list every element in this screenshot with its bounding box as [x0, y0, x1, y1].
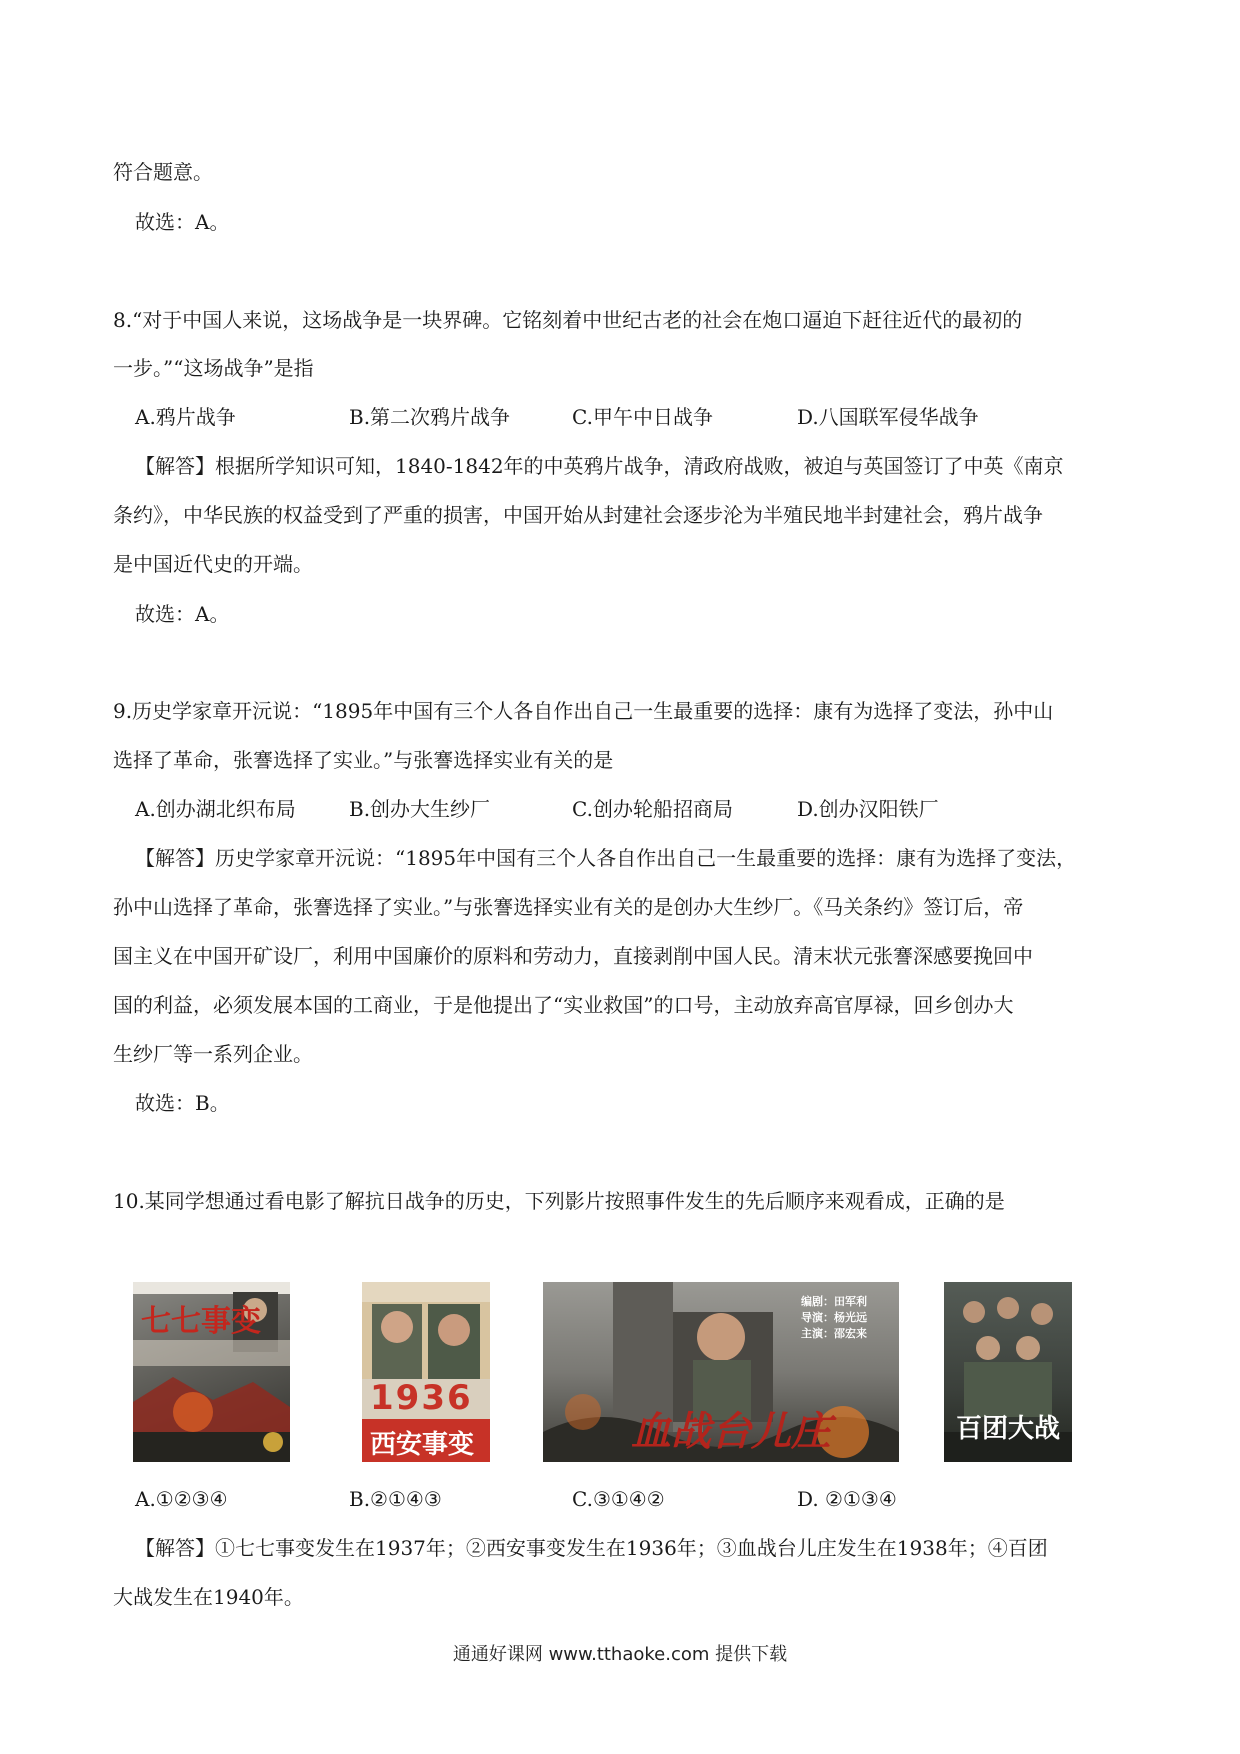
q9-option-d: D.创办汉阳铁厂: [797, 797, 939, 821]
q10-explanation-line-1: 【解答】①七七事变发生在1937年；②西安事变发生在1936年；③血战台儿庄发生在1938年；④百团: [135, 1536, 1048, 1560]
poster-qiqi-title: 七七事变: [141, 1304, 261, 1339]
q8-stem-line-1: 8.“对于中国人来说，这场战争是一块界碑。它铭刻着中世纪古老的社会在炮口逼迫下赶往近代的最初的: [113, 308, 1023, 332]
q9-explanation-line-4: 国的利益，必须发展本国的工商业，于是他提出了“实业救国”的口号，主动放弃高官厚禄，回乡创办大: [113, 993, 1014, 1017]
q8-explanation-line-3: 是中国近代史的开端。: [113, 552, 313, 576]
poster-xian-year: 1936: [370, 1378, 473, 1418]
q9-explanation-line-5: 生纱厂等一系列企业。: [113, 1042, 313, 1066]
q10-option-b: B.②①④③: [349, 1487, 442, 1511]
poster-baituan-title: 百团大战: [956, 1414, 1061, 1444]
q8-answer: 故选：A。: [135, 602, 230, 626]
q7-answer: 故选：A。: [135, 210, 230, 234]
poster-baituan-dazhan: [944, 1282, 1072, 1462]
q8-stem-line-2: 一步。”“这场战争”是指: [113, 356, 314, 380]
q9-stem-line-2: 选择了革命，张謇选择了实业。”与张謇选择实业有关的是: [113, 748, 614, 772]
q9-option-b: B.创办大生纱厂: [349, 797, 491, 821]
q9-explanation-line-1: 【解答】历史学家章开沅说：“1895年中国有三个人各自作出自己一生最重要的选择：康有为选择了变法，: [135, 846, 1077, 870]
q8-explanation-line-1: 【解答】根据所学知识可知，1840-1842年的中英鸦片战争，清政府战败，被迫与英国签订了中英《南京: [135, 454, 1064, 478]
poster-xuezhan-credit-3: 主演：邵宏来: [801, 1327, 867, 1340]
q10-option-a: A.①②③④: [135, 1487, 228, 1511]
page-footer: 通通好课网 www.tthaoke.com 提供下载: [452, 1644, 788, 1665]
continuation-text: 符合题意。: [113, 160, 213, 184]
q9-explanation-line-3: 国主义在中国开矿设厂，利用中国廉价的原料和劳动力，直接剥削中国人民。清末状元张謇深感要挽回中: [113, 944, 1033, 968]
q9-stem-line-1: 9.历史学家章开沅说：“1895年中国有三个人各自作出自己一生最重要的选择：康有为选择了变法，孙中山: [113, 699, 1054, 723]
poster-xuezhan-title: 血战台儿庄: [631, 1409, 831, 1455]
q8-explanation-line-2: 条约》，中华民族的权益受到了严重的损害，中国开始从封建社会逐步沦为半殖民地半封建社会，鸦片战争: [113, 503, 1043, 527]
q9-option-a: A.创办湖北织布局: [135, 797, 296, 821]
q10-option-c: C.③①④②: [572, 1487, 665, 1511]
q8-option-a: A.鸦片战争: [135, 405, 236, 429]
q10-explanation-line-2: 大战发生在1940年。: [113, 1585, 304, 1609]
q8-option-c: C.甲午中日战争: [572, 405, 713, 429]
poster-xuezhan-taierzhuang: [543, 1282, 899, 1462]
poster-xuezhan-credit-2: 导演：杨光远: [801, 1311, 867, 1324]
q10-stem: 10.某同学想通过看电影了解抗日战争的历史，下列影片按照事件发生的先后顺序来观看成，正确的是: [113, 1189, 1005, 1213]
q10-option-d: D. ②①③④: [797, 1487, 897, 1511]
q8-option-b: B.第二次鸦片战争: [349, 405, 511, 429]
poster-xian-shibian: [362, 1282, 490, 1462]
q9-explanation-line-2: 孙中山选择了革命，张謇选择了实业。”与张謇选择实业有关的是创办大生纱厂。《马关条约》签订后，帝: [113, 895, 1024, 919]
poster-xuezhan-credit-1: 编剧：田军利: [801, 1295, 867, 1308]
q9-option-c: C.创办轮船招商局: [572, 797, 733, 821]
q9-answer: 故选：B。: [135, 1091, 230, 1115]
poster-qiqi-shibian: [133, 1282, 290, 1462]
q8-option-d: D.八国联军侵华战争: [797, 405, 979, 429]
poster-xian-title: 西安事变: [370, 1430, 475, 1460]
